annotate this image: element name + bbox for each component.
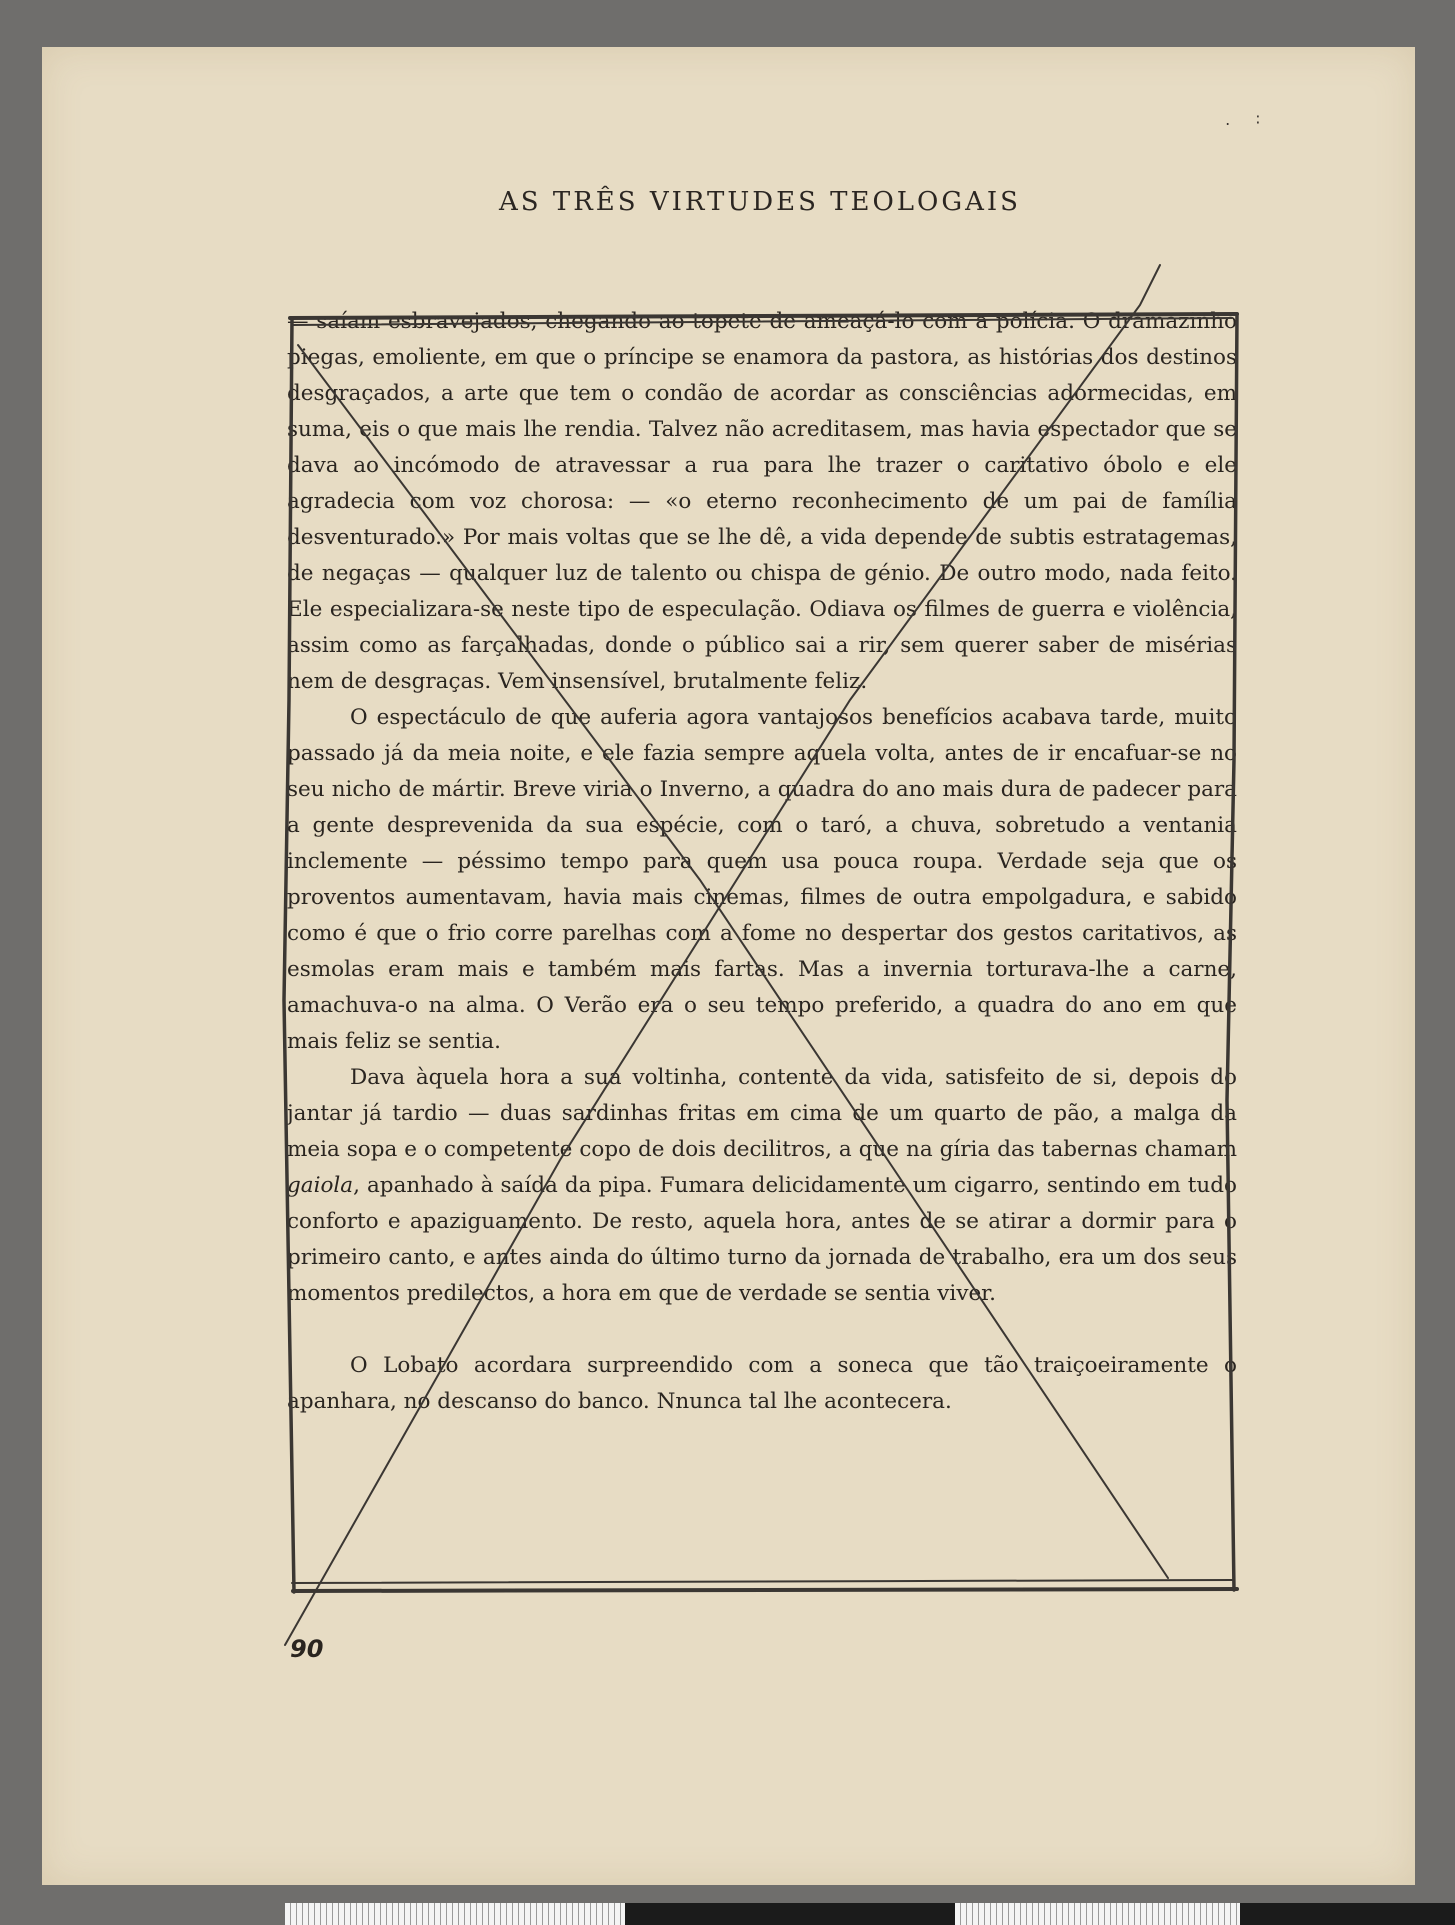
paragraph-3-end: , apanhado à saída da pipa. Fumara delicidamente um cigarro, sentindo em tudo conforto e apaziguamento. De resto, aquela hora, antes de se atirar a dormir para o primeiro canto, e antes ainda do último turno da jornada de trabalho, era um dos seus momentos predilectos, a hora em que de verdade se sentia viver. xyxy=(287,1173,1237,1306)
paragraph-3 xyxy=(287,1060,1237,1312)
paragraph-3-start: Dava àquela hora a sua voltinha, contente da vida, satisfeito de si, depois do jantar já tardio — duas sardinhas fritas em cima de um quarto de pão, a malga da meia sopa e o competente copo de dois decilitros, a que na gíria das tabernas chamam xyxy=(287,1065,1237,1162)
paper-specks: ․ ∶ xyxy=(1225,110,1260,129)
paragraph-1: — saíam esbravejados, chegando ao topete de ameaçá-lo com a polícia. O dramazinho piegas, emoliente, em que o príncipe se enamora da pastora, as histórias dos destinos desgraçados, a arte que tem o condão de acordar as consciências adormecidas, em suma, eis o que mais lhe rendia. Talvez não acreditasem, mas havia espectador que se dava ao incómodo de atravessar a rua para lhe trazer o caritativo óbolo e ele agradecia com voz chorosa: — «o eterno reconhecimento de um pai de família desventurado.» Por mais voltas que se lhe dê, a vida depende de subtis estratagemas, de negaças — qualquer luz de talento ou chispa de génio. De outro modo, nada feito. Ele especializara-se neste tipo de especulação. Odiava os filmes de guerra e violência, assim como as farçalhadas, donde o público sai a rir, sem querer saber de misérias nem de desgraças. Vem insensível, brutalmente feliz. xyxy=(287,309,1237,694)
body-text xyxy=(287,304,1237,1420)
paragraph-4: O Lobato acordara surpreendido com a soneca que tão traiçoeiramente o apanhara, no descanso do banco. Nnunca tal lhe acontecera. xyxy=(287,1353,1237,1414)
running-head: AS TRÊS VIRTUDES TEOLOGAIS xyxy=(499,187,1021,217)
paragraph-2: O espectáculo de que auferia agora vantajosos benefícios acabava tarde, muito passado já da meia noite, e ele fazia sempre aquela volta, antes de ir encafuar-se no seu nicho de mártir. Breve viria o Inverno, a quadra do ano mais dura de padecer para a gente desprevenida da sua espécie, com o taró, a chuva, sobretudo a ventania inclemente — péssimo tempo para quem usa pouca roupa. Verdade seja que os proventos aumentavam, havia mais cinemas, filmes de outra empolgadura, e sabido como é que o frio corre parelhas com a fome no despertar dos gestos caritativos, as esmolas eram mais e também mais fartas. Mas a invernia torturava-lhe a carne, amachuva-o na alma. O Verão era o seu tempo preferido, a quadra do ano em que mais feliz se sentia. xyxy=(287,705,1237,1054)
page-number: 90 xyxy=(290,1635,324,1663)
italic-term: gaiola xyxy=(287,1173,354,1198)
color-scale-ruler xyxy=(285,1903,1455,1925)
